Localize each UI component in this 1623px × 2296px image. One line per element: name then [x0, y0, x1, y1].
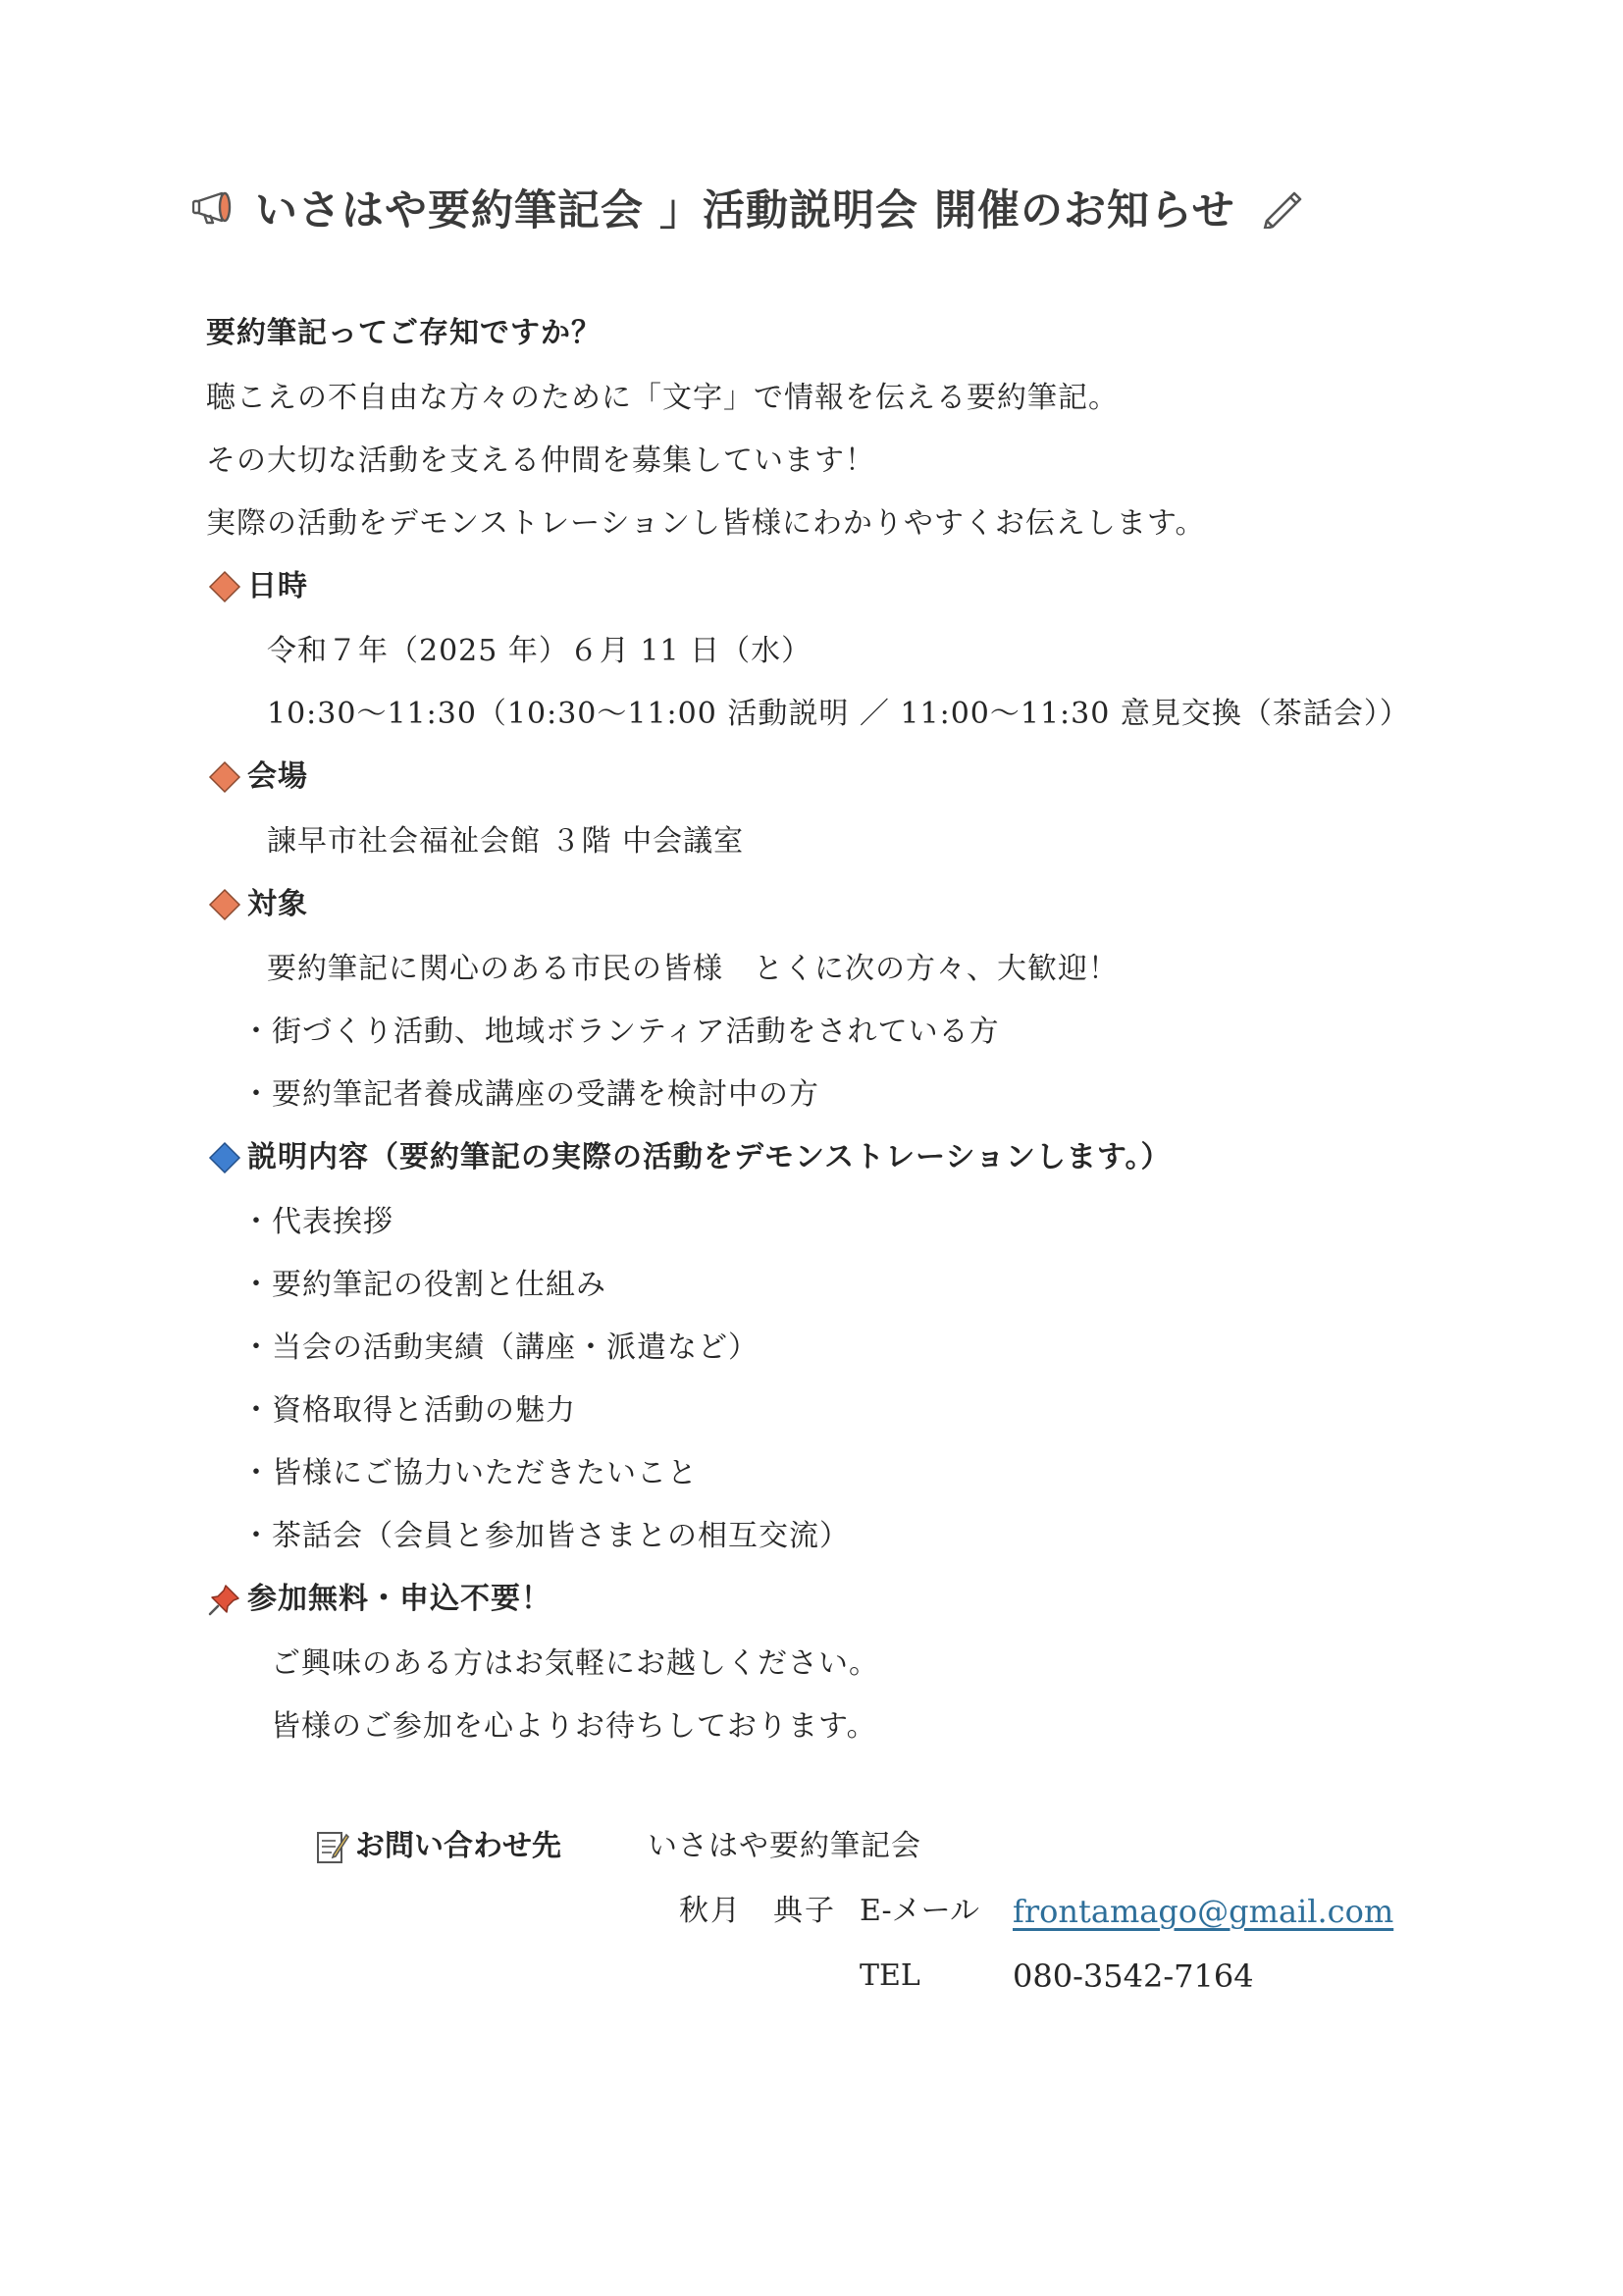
- contact-label: お問い合わせ先: [355, 1829, 561, 1863]
- heading-label: 会場: [247, 759, 308, 794]
- orange-diamond-icon: [208, 888, 241, 921]
- target-lead: 要約筆記に関心のある市民の皆様 とくに次の方々、大歓迎！: [267, 952, 1119, 986]
- fee-line: 皆様のご参加を心よりお待ちしております。: [271, 1709, 877, 1744]
- content-item: ・皆様にご協力いただきたいこと: [241, 1456, 698, 1490]
- content-heading: [208, 1138, 1172, 1177]
- fee-heading: [208, 1580, 551, 1619]
- heading-label: 参加無料・申込不要！: [247, 1582, 551, 1616]
- event-date: 令和７年（2025 年）６月 11 日（水）: [267, 634, 812, 668]
- intro-line: その大切な活動を支える仲間を募集しています！: [206, 444, 875, 478]
- tel-number: 080-3542-7164: [1013, 1957, 1254, 1995]
- blue-diamond-icon: [208, 1141, 241, 1174]
- content-item: ・当会の活動実績（講座・派遣など）: [241, 1331, 759, 1365]
- content-item: ・代表挨拶: [241, 1205, 393, 1239]
- tel-label: TEL: [860, 1958, 920, 1993]
- email-link[interactable]: frontamago@gmail.com: [1013, 1893, 1394, 1930]
- target-item: ・街づくり活動、地域ボランティア活動をされている方: [241, 1015, 1000, 1049]
- intro-line: 実際の活動をデモンストレーションし皆様にわかりやすくお伝えします。: [206, 506, 1206, 541]
- memo-icon: [316, 1829, 349, 1864]
- target-item: ・要約筆記者養成講座の受講を検討中の方: [241, 1077, 819, 1112]
- pen-icon: [1259, 185, 1306, 229]
- orange-diamond-icon: [208, 570, 241, 603]
- fee-line: ご興味のある方はお気軽にお越しください。: [271, 1646, 879, 1681]
- datetime-heading: [208, 567, 308, 606]
- title-text: いさはや要約筆記会 」活動説明会 開催のお知らせ: [255, 185, 1235, 235]
- pushpin-icon: [208, 1583, 241, 1616]
- heading-label: 説明内容（要約筆記の実際の活動をデモンストレーションします。）: [247, 1140, 1172, 1174]
- content-item: ・要約筆記の役割と仕組み: [241, 1268, 606, 1302]
- contact-heading: [316, 1827, 561, 1866]
- event-time: 10:30～11:30（10:30～11:00 活動説明 ／ 11:00～11:30 意見交換（茶話会））: [267, 697, 1410, 731]
- heading-label: 日時: [247, 569, 308, 603]
- orange-diamond-icon: [208, 760, 241, 794]
- intro-question: 要約筆記ってご存知ですか？: [206, 316, 602, 350]
- target-heading: [208, 885, 308, 924]
- intro-line: 聴こえの不自由な方々のために「文字」で情報を伝える要約筆記。: [206, 381, 1119, 415]
- content-item: ・茶話会（会員と参加皆さまとの相互交流）: [241, 1519, 850, 1553]
- page-title: [192, 173, 1350, 241]
- contact-name: 秋月 典子: [679, 1894, 836, 1928]
- venue-place: 諫早市社会福祉会館 ３階 中会議室: [267, 824, 745, 859]
- megaphone-icon: [192, 187, 245, 227]
- venue-heading: [208, 757, 308, 797]
- content-item: ・資格取得と活動の魅力: [241, 1393, 576, 1428]
- contact-organization: いさはや要約筆記会: [648, 1829, 921, 1863]
- email-label: E-メール: [860, 1894, 979, 1928]
- heading-label: 対象: [247, 887, 308, 921]
